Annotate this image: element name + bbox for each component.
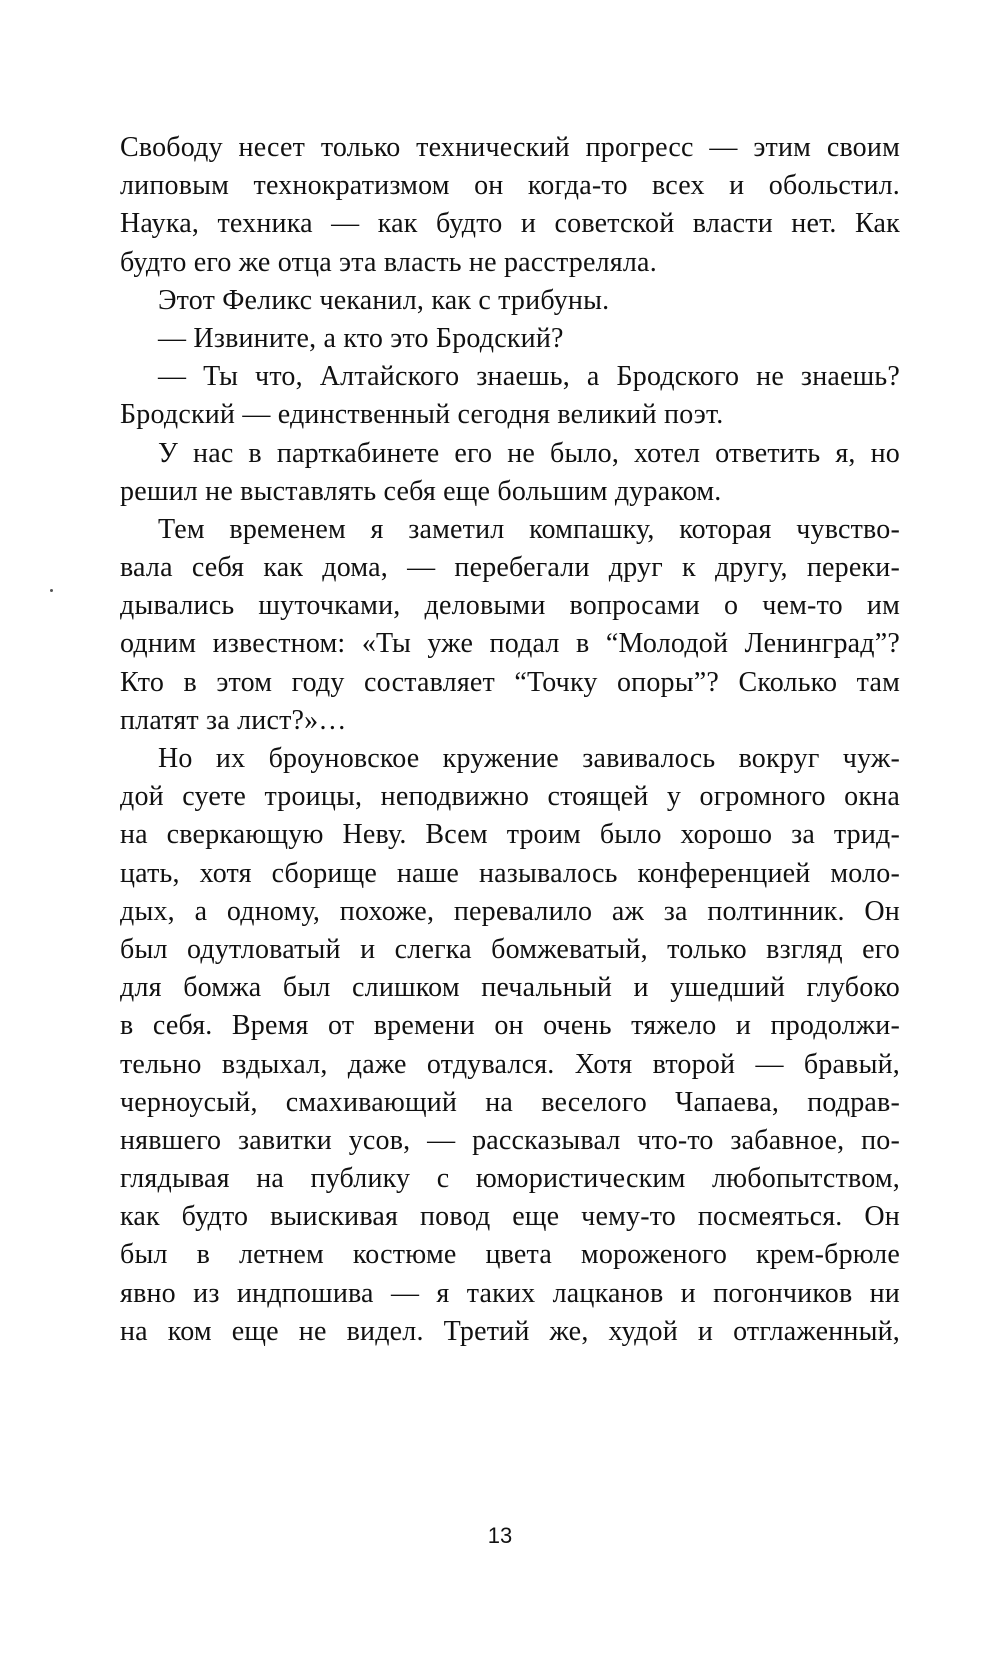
text-line: Кто в этом году составляет “Точку опоры”? Сколько там bbox=[120, 666, 900, 698]
text-line: Бродский — единственный сегодня великий поэт. bbox=[120, 399, 724, 431]
text-line: на сверкающую Неву. Всем троим было хорошо за трид- bbox=[120, 819, 900, 851]
text-line: на ком еще не видел. Третий же, худой и отглаженный, bbox=[120, 1315, 900, 1347]
text-line: для бомжа был слишком печальный и ушедший глубоко bbox=[120, 972, 900, 1004]
text-line: черноусый, смахивающий на веселого Чапаева, подрав- bbox=[120, 1086, 900, 1118]
text-line: дывались шуточками, деловыми вопросами о чем-то им bbox=[120, 590, 900, 622]
text-line: Этот Феликс чеканил, как с трибуны. bbox=[158, 284, 610, 316]
text-line: глядывая на публику с юмористическим любопытством, bbox=[120, 1163, 900, 1195]
text-line: нявшего завитки усов, — рассказывал что-то забавное, по- bbox=[120, 1124, 900, 1156]
text-line: как будто выискивая повод еще чему-то посмеяться. Он bbox=[120, 1201, 900, 1233]
text-line: Но их броуновское кружение завивалось вокруг чуж- bbox=[158, 743, 900, 774]
body-text bbox=[120, 129, 900, 1351]
page-number: 13 bbox=[487, 1523, 513, 1548]
text-line: липовым технократизмом он когда-то всех и обольстил. bbox=[120, 170, 900, 202]
text-line: решил не выставлять себя еще большим дураком. bbox=[120, 475, 722, 507]
text-line: Наука, техника — как будто и советской власти нет. Как bbox=[120, 208, 900, 240]
text-line: платят за лист?»… bbox=[120, 704, 347, 736]
text-line: вала себя как дома, — перебегали друг к другу, переки- bbox=[120, 552, 900, 584]
text-line: дых, а одному, похоже, перевалило аж за полтинник. Он bbox=[120, 895, 900, 927]
text-line: одним известном: «Ты уже подал в “Молодой Ленинград”? bbox=[120, 628, 900, 660]
text-line: в себя. Время от времени он очень тяжело и продолжи- bbox=[120, 1010, 900, 1042]
text-line: — Ты что, Алтайского знаешь, а Бродского не знаешь? bbox=[158, 361, 900, 393]
text-line: — Извините, а кто это Бродский? bbox=[158, 322, 564, 354]
text-line: был в летнем костюме цвета мороженого крем-брюле bbox=[120, 1239, 900, 1271]
text-line: цать, хотя сборище наше называлось конференцией моло- bbox=[120, 857, 900, 889]
text-line: тельно вздыхал, даже отдувался. Хотя второй — бравый, bbox=[120, 1048, 900, 1080]
text-line: явно из индпошива — я таких лацканов и погончиков ни bbox=[120, 1277, 900, 1309]
text-line: Свободу несет только технический прогресс — этим своим bbox=[120, 132, 900, 163]
margin-speck bbox=[50, 589, 53, 592]
text-line: будто его же отца эта власть не расстреляла. bbox=[120, 246, 657, 278]
text-line: дой суете троицы, неподвижно стоящей у огромного окна bbox=[120, 781, 900, 813]
text-line: был одутловатый и слегка бомжеватый, только взгляд его bbox=[120, 933, 900, 965]
text-line: Тем временем я заметил компашку, которая чувство- bbox=[158, 513, 900, 545]
text-line: У нас в парткабинете его не было, хотел ответить я, но bbox=[158, 437, 900, 469]
